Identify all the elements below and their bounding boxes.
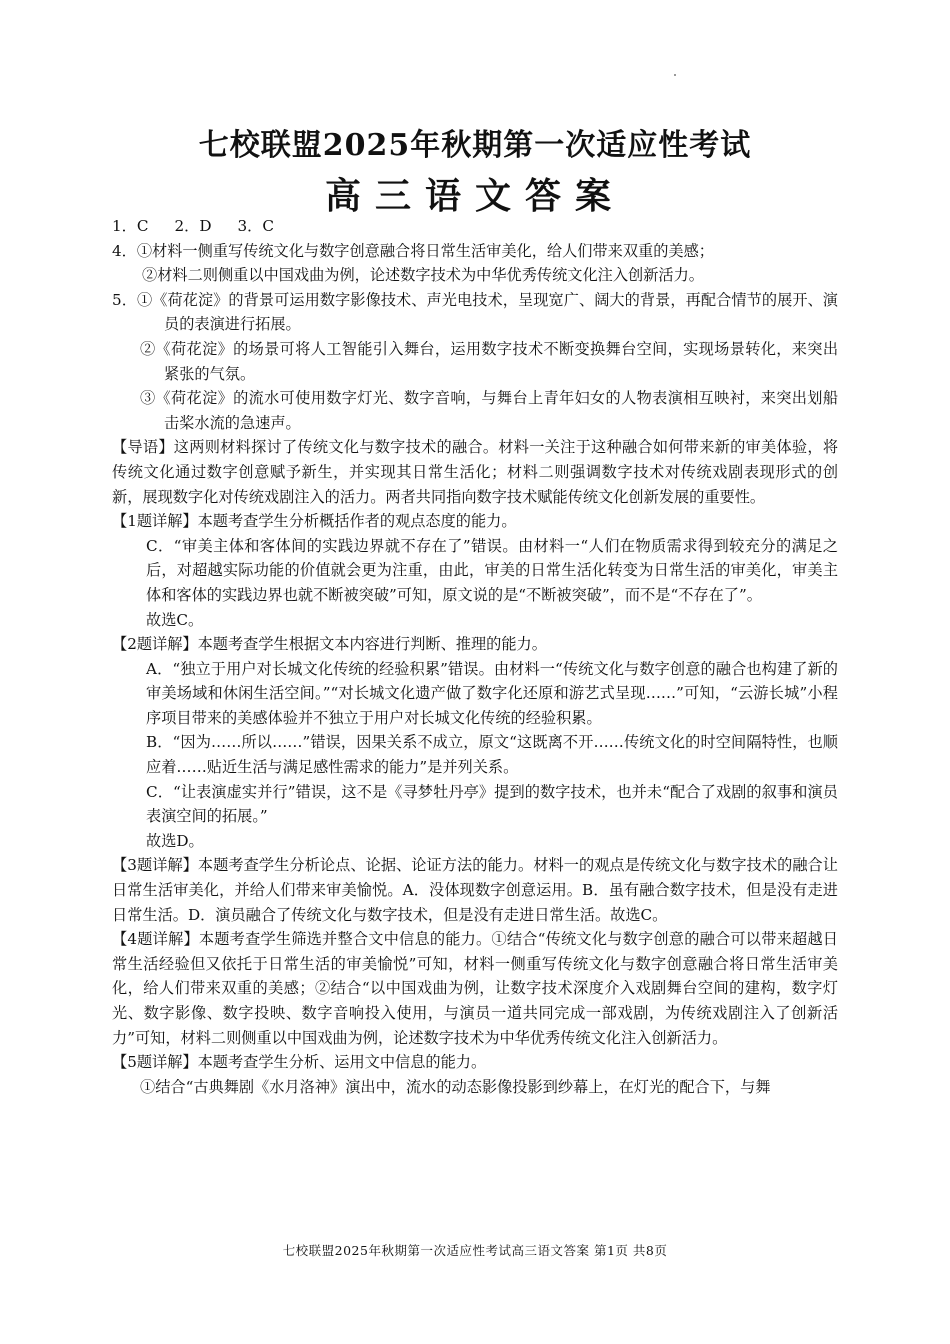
detail-2-heading: 【2题详解】本题考查学生根据文本内容进行判断、推理的能力。 (112, 635, 547, 654)
detail-1-heading: 【1题详解】本题考查学生分析概括作者的观点态度的能力。 (112, 512, 517, 531)
detail-5-heading: 【5题详解】本题考查学生分析、运用文中信息的能力。 (112, 1053, 487, 1072)
q4-line1: 4．①材料一侧重写传统文化与数字创意融合将日常生活审美化，给人们带来双重的美感； (112, 241, 714, 260)
page-footer: 七校联盟2025年秋期第一次适应性考试高三语文答案 第1页 共8页 (282, 1243, 668, 1258)
q5-item3: ③《荷花淀》的流水可使用数字灯光、数字音响，与舞台上青年妇女的人物表演相互映衬，来突出划船击桨水流的急速声。 (140, 389, 838, 432)
exam-title: 七校联盟2025年秋期第一次适应性考试 (198, 128, 752, 163)
detail-2-option-a: A．“独立于用户对长城文化传统的经验积累”错误。由材料一“传统文化与数字创意的融合也构建了新的审美场域和休闲生活空间。”“对长城文化遗产做了数字化还原和游艺式呈现……”可知，“云游长城”小程序项目带来的美感体验并不独立于用户对长城文化传统的经验积累。 (146, 659, 838, 727)
detail-5-point-1: ①结合“古典舞剧《水月洛神》演出中，流水的动态影像投影到纱幕上，在灯光的配合下，与舞 (140, 1077, 771, 1096)
detail-1-conclusion: 故选C。 (146, 610, 204, 629)
detail-1-option-c: C．“审美主体和客体间的实践边界就不存在了”错误。由材料一“人们在物质需求得到较充分的满足之后，对超越实际功能的价值就会更为注重，由此，审美的日常生活化转变为日常生活的审美化，审美主体和客体的实践边界也就不断被突破”可知，原文说的是“不断被突破”，而不是“不存在了”。 (146, 536, 838, 604)
choice-answers (112, 214, 838, 239)
guide-paragraph: 【导语】这两则材料探讨了传统文化与数字技术的融合。材料一关注于这种融合如何带来新的审美体验，将传统文化通过数字创意赋予新生，并实现其日常生活化；材料二则强调数字技术对传统戏剧表现形式的创新，展现数字化对传统戏剧注入的活力。两者共同指向数字技术赋能传统文化创新发展的重要性。 (112, 438, 838, 506)
answer-body (112, 214, 838, 1099)
detail-2-option-b: B．“因为……所以……”错误，因果关系不成立，原文“这既离不开……传统文化的时空间隔特性，也顺应着……贴近生活与满足感性需求的能力”是并列关系。 (146, 733, 838, 777)
q4-line2: ②材料二则侧重以中国戏曲为例，论述数字技术为中华优秀传统文化注入创新活力。 (142, 266, 704, 285)
detail-4-paragraph: 【4题详解】本题考查学生筛选并整合文中信息的能力。①结合“传统文化与数字创意的融合可以带来超越日常生活经验但又依托于日常生活的审美愉悦”可知，材料一侧重写传统文化与数字创意融合将日常生活审美化，给人们带来双重的美感；②结合“以中国戏曲为例，让数字技术深度介入戏剧舞台空间的建构，数字灯光、数字影像、数字投映、数字音响投入使用，与演员一道共同完成一部戏剧，为传统戏剧注入了创新活力”可知，材料二则侧重以中国戏曲为例，论述数字技术为中华优秀传统文化注入创新活力。 (112, 930, 838, 1047)
detail-3-paragraph: 【3题详解】本题考查学生分析论点、论据、论证方法的能力。材料一的观点是传统文化与数字技术的融合让日常生活审美化，并给人们带来审美愉悦。A．没体现数字创意运用。B．虽有融合数字技术，但是没有走进日常生活。D．演员融合了传统文化与数字技术，但是没有走进日常生活。故选C。 (112, 856, 838, 924)
detail-2-option-c: C．“让表演虚实并行”错误，这不是《寻梦牡丹亭》提到的数字技术，也并未“配合了戏剧的叙事和演员表演空间的拓展。” (146, 782, 838, 826)
answer-3: 3．C (237, 217, 274, 235)
answer-1: 1．C (112, 217, 149, 235)
answer-title: 高三语文答案 (324, 175, 625, 217)
scan-dot (674, 74, 676, 76)
detail-2-conclusion: 故选D。 (146, 831, 204, 850)
answer-2: 2．D (174, 217, 212, 235)
q5-item2: ②《荷花淀》的场景可将人工智能引入舞台，运用数字技术不断变换舞台空间，实现场景转化，来突出紧张的气氛。 (140, 339, 838, 383)
q5-item1: 5．①《荷花淀》的背景可运用数字影像技术、声光电技术，呈现宽广、阔大的背景，再配合情节的展开、演员的表演进行拓展。 (112, 290, 838, 334)
